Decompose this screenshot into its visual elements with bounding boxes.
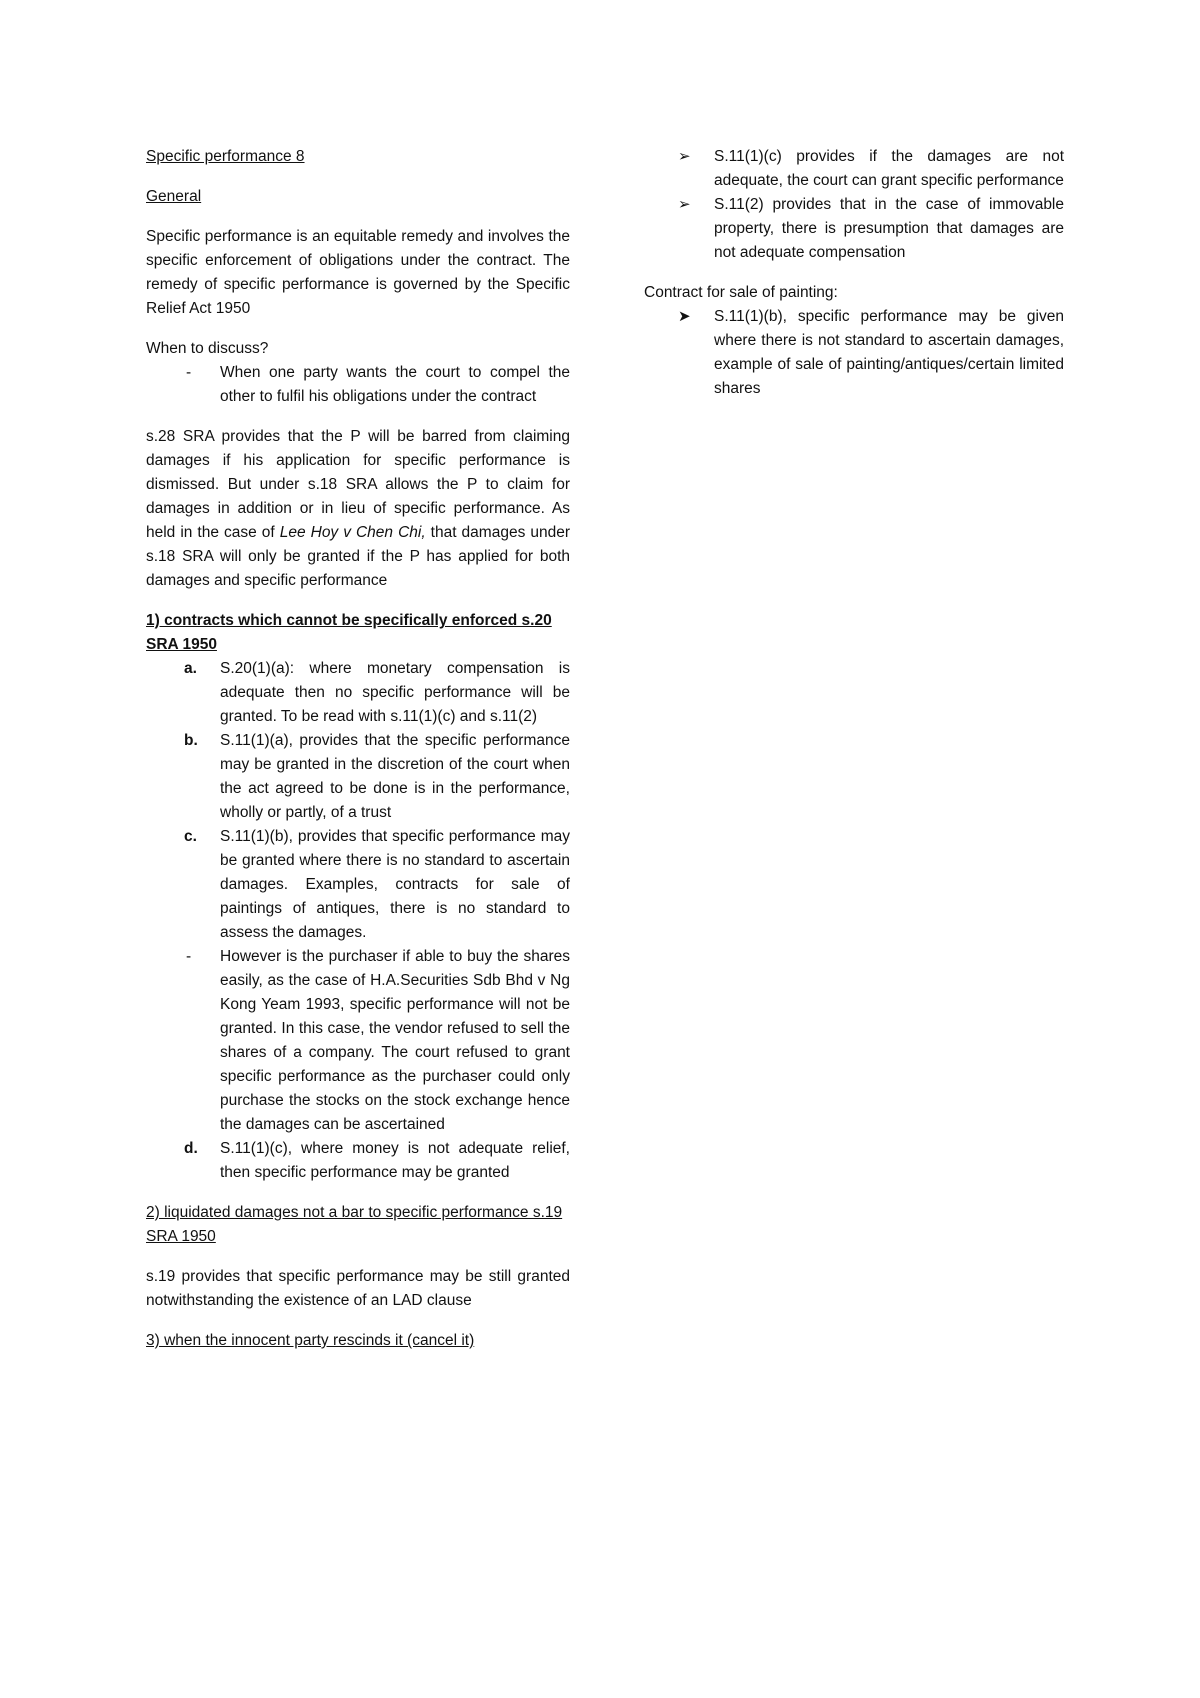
- when-list: [146, 361, 570, 409]
- list-item-text: S.11(2) provides that in the case of immovable property, there is presumption that damages are not adequate compensation: [714, 196, 1064, 261]
- list-item: [644, 305, 1064, 401]
- list-item: [146, 657, 570, 729]
- dash-bullet: -: [186, 364, 192, 381]
- list-marker: -: [186, 948, 192, 965]
- list-marker: c.: [184, 828, 197, 845]
- list-marker: b.: [184, 732, 198, 749]
- list-item-text: S.11(1)(b), specific performance may be given where there is not standard to ascertain damages, example of sale of painting/antiques/certain limited shares: [714, 308, 1064, 397]
- arrow-bullet-icon: ➢: [678, 148, 691, 165]
- section-1-heading: 1) contracts which cannot be specifically enforced s.20 SRA 1950: [146, 612, 552, 653]
- list-item: [644, 145, 1064, 193]
- section-1-list: [146, 657, 570, 1185]
- when-heading: When to discuss?: [146, 340, 269, 357]
- list-item-text: However is the purchaser if able to buy the shares easily, as the case of H.A.Securities Sdb Bhd v Ng Kong Yeam 1993, specific performance will not be granted. In this case, the vendor refused to sell the shares of a company. The court refused to grant specific performance as the purchaser could only purchase the stocks on the stock exchange hence the damages can be ascertained: [220, 948, 570, 1133]
- list-item: [146, 361, 570, 409]
- general-heading: General: [146, 188, 202, 205]
- arrow-bullet-icon: ➤: [678, 308, 691, 325]
- left-column: [146, 145, 570, 1353]
- s28-text-end: that damages under s.18 SRA will only be granted if the P has applied for both damages and specific performance: [146, 524, 570, 589]
- bottom-arrow-list: [644, 305, 1064, 401]
- document-title: Specific performance 8: [146, 148, 305, 165]
- top-arrow-list: [644, 145, 1064, 265]
- intro-paragraph: Specific performance is an equitable remedy and involves the specific enforcement of obligations under the contract. The remedy of specific performance is governed by the Specific Relief Act 1950: [146, 228, 570, 317]
- list-item: [146, 729, 570, 825]
- arrow-bullet-icon: ➢: [678, 196, 691, 213]
- list-marker: a.: [184, 660, 197, 677]
- section-2-heading: 2) liquidated damages not a bar to specific performance s.19 SRA 1950: [146, 1204, 563, 1245]
- list-item: [146, 945, 570, 1137]
- case-name: Lee Hoy v Chen Chi,: [279, 524, 426, 541]
- list-item-text: S.11(1)(c), where money is not adequate relief, then specific performance may be granted: [220, 1140, 570, 1181]
- list-item-text: S.11(1)(a), provides that the specific performance may be granted in the discretion of the court when the act agreed to be done is in the performance, wholly or partly, of a trust: [220, 732, 570, 821]
- list-item-text: S.11(1)(c) provides if the damages are not adequate, the court can grant specific performance: [714, 148, 1064, 189]
- list-item: [146, 825, 570, 945]
- right-column: [644, 145, 1064, 401]
- list-item-text: S.20(1)(a): where monetary compensation is adequate then no specific performance will be granted. To be read with s.11(1)(c) and s.11(2): [220, 660, 570, 725]
- s28-paragraph: [146, 425, 570, 593]
- list-item-text: When one party wants the court to compel the other to fulfil his obligations under the contract: [220, 364, 570, 405]
- s19-paragraph: s.19 provides that specific performance may be still granted notwithstanding the existence of an LAD clause: [146, 1268, 570, 1309]
- painting-heading: Contract for sale of painting:: [644, 284, 838, 301]
- list-item: [146, 1137, 570, 1185]
- list-item-text: S.11(1)(b), provides that specific performance may be granted where there is no standard to ascertain damages. Examples, contracts for sale of paintings of antiques, there is no standard to assess the damages.: [220, 828, 570, 941]
- list-marker: d.: [184, 1140, 198, 1157]
- list-item: [644, 193, 1064, 265]
- s28-text-start: s.28 SRA provides that the P will be barred from claiming damages if his application for specific performance is dismissed. But under s.18 SRA allows the P to claim for damages in addition or in lieu of specific performance. As held in the case of: [146, 428, 570, 541]
- section-3-heading: 3) when the innocent party rescinds it (cancel it): [146, 1332, 475, 1349]
